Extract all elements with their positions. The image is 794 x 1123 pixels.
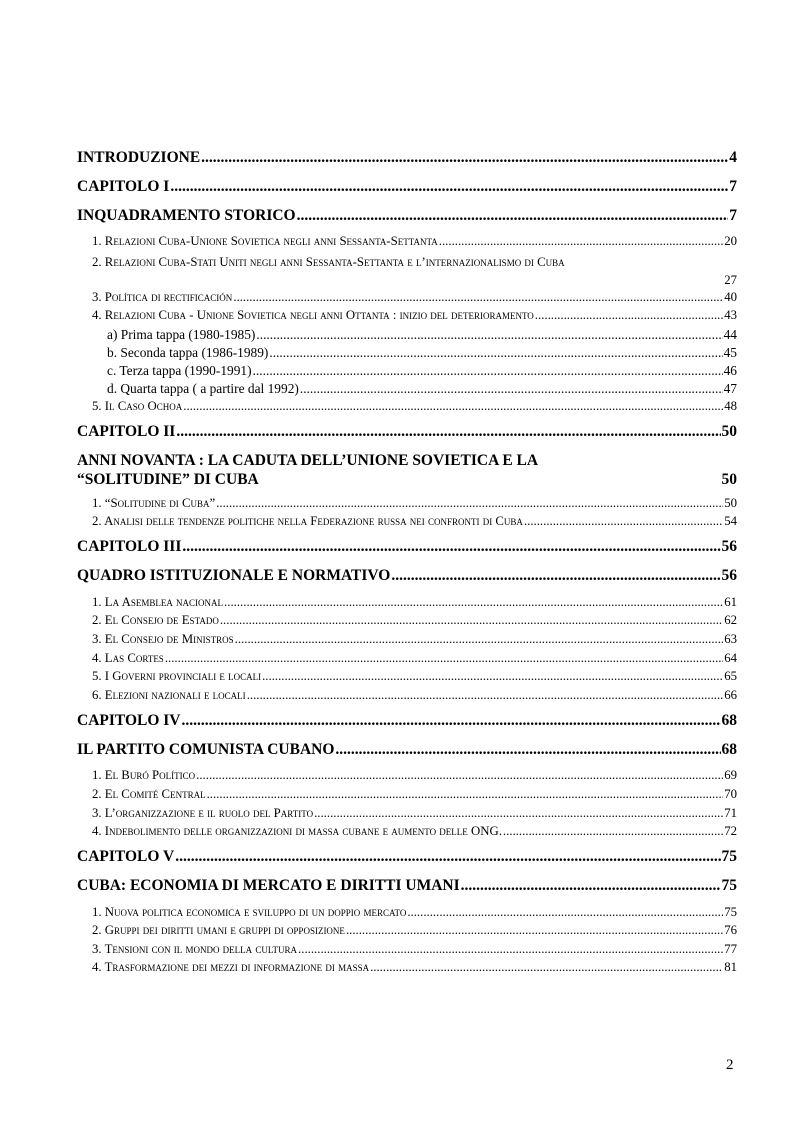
toc-page: 72 <box>724 824 737 839</box>
toc-title: 4. Indebolimento delle organizzazioni di massa cubane e aumento delle ONG. <box>92 824 502 839</box>
toc-title: INTRODUZIONE <box>77 148 201 166</box>
dot-leader <box>370 960 723 975</box>
dot-leader <box>335 741 720 759</box>
toc-title: 4. Trasformazione dei mezzi di informazione di massa <box>92 960 370 975</box>
dot-leader <box>297 207 729 225</box>
toc-page: 47 <box>723 380 737 396</box>
toc-page: 20 <box>724 234 737 248</box>
toc-title: CAPITOLO III <box>77 538 182 556</box>
toc-subentry[interactable] <box>77 363 737 381</box>
toc-page: 81 <box>724 960 737 975</box>
toc-title: 1. La Asemblea nacional <box>92 594 224 609</box>
dot-leader <box>207 787 724 802</box>
toc-page: 68 <box>721 711 737 729</box>
toc-page: 54 <box>724 514 737 529</box>
toc-title: 5. I Governi provinciali e locali <box>92 669 262 684</box>
toc-entry[interactable] <box>77 399 737 418</box>
toc-entry[interactable] <box>77 234 737 253</box>
toc-entry[interactable] <box>77 651 737 670</box>
toc-page: 66 <box>724 687 737 702</box>
toc-page: 44 <box>723 326 737 342</box>
dot-leader <box>269 345 722 361</box>
toc-title: 3. Tensioni con il mondo della cultura <box>92 941 298 956</box>
toc-page: 43 <box>724 308 737 323</box>
toc-title: b. Seconda tappa (1986-1989) <box>107 344 269 360</box>
toc-entry-capitolo-1[interactable] <box>77 172 737 201</box>
dot-leader <box>235 632 724 647</box>
dot-leader <box>201 149 728 167</box>
toc-title: 1. El Buró Político <box>92 768 196 783</box>
toc-page: 56 <box>721 538 737 556</box>
dot-leader <box>216 496 723 511</box>
toc-entry[interactable] <box>77 905 737 924</box>
toc-page: 61 <box>724 594 737 609</box>
toc-entry[interactable] <box>77 923 737 942</box>
toc-page: 50 <box>721 470 737 488</box>
dot-leader <box>439 234 723 249</box>
dot-leader <box>461 877 721 895</box>
toc-page: 56 <box>721 567 737 585</box>
toc-page: 27 <box>724 273 737 288</box>
toc-title: 3. Política di rectificación <box>92 289 233 304</box>
toc-entry[interactable] <box>77 253 737 290</box>
toc-entry-capitolo-2[interactable] <box>77 418 737 447</box>
toc-title: CAPITOLO IV <box>77 711 181 729</box>
toc-entry-capitolo-5[interactable] <box>77 843 737 872</box>
toc-title: 1. Relazioni Cuba-Unione Sovietica negli anni Sessanta-Settanta <box>92 234 438 248</box>
toc-entry[interactable] <box>77 514 737 533</box>
toc-entry-partito-comunista[interactable] <box>77 735 737 764</box>
dot-leader <box>256 327 722 343</box>
toc-title: 1. “Solitudine di Cuba” <box>92 495 216 510</box>
toc-title: ANNI NOVANTA : LA CADUTA DELL’UNIONE SOVIETICA E LA <box>77 451 539 469</box>
toc-title: CUBA: ECONOMIA DI MERCATO E DIRITTI UMANI <box>77 877 460 895</box>
dot-leader <box>346 923 723 938</box>
dot-leader <box>182 712 721 730</box>
toc-title: CAPITOLO V <box>77 848 175 866</box>
toc-page: 64 <box>724 650 737 665</box>
toc-page: 65 <box>724 669 737 684</box>
toc-entry[interactable] <box>77 290 737 309</box>
toc-title: QUADRO ISTITUZIONALE E NORMATIVO <box>77 567 391 585</box>
dot-leader <box>175 848 720 866</box>
toc-title: 6. Elezioni nazionali e locali <box>92 687 246 702</box>
toc-title: 2. El Comité Central <box>92 786 206 801</box>
dot-leader <box>300 381 723 397</box>
toc-page: 75 <box>721 877 737 895</box>
dot-leader <box>314 806 723 821</box>
toc-entry[interactable] <box>77 806 737 825</box>
toc-page: 70 <box>724 786 737 801</box>
dot-leader <box>196 768 723 783</box>
toc-title: 1. Nuova politica economica e sviluppo di un doppio mercato <box>92 904 407 919</box>
toc-entry[interactable] <box>77 688 737 707</box>
toc-entry[interactable] <box>77 942 737 961</box>
toc-page: 48 <box>724 398 737 413</box>
toc-title: 4. Relazioni Cuba - Unione Sovietica negli anni Ottanta : inizio del deterioramento <box>92 308 534 323</box>
dot-leader <box>176 423 720 441</box>
toc-entry[interactable] <box>77 669 737 688</box>
toc-title: 2. El Consejo de Estado <box>92 613 219 628</box>
toc-title: INQUADRAMENTO STORICO <box>77 206 296 224</box>
dot-leader <box>182 538 720 556</box>
toc-page: 75 <box>724 904 737 919</box>
toc-title: 4. Las Cortes <box>92 650 164 665</box>
toc-title: d. Quarta tappa ( a partire dal 1992) <box>107 380 299 396</box>
toc-page: 40 <box>724 289 737 304</box>
toc-page: 7 <box>729 177 737 195</box>
toc-title: 3. El Consejo de Ministros <box>92 631 234 646</box>
toc-entry-capitolo-3[interactable] <box>77 533 737 562</box>
toc-entry-anni-novanta[interactable] <box>77 447 737 492</box>
toc-title: CAPITOLO II <box>77 423 176 441</box>
dot-leader <box>220 613 723 628</box>
toc-entry[interactable] <box>77 613 737 632</box>
dot-leader <box>183 399 723 414</box>
toc-page: 62 <box>724 613 737 628</box>
toc-page: 7 <box>729 206 737 224</box>
toc-title: 2. Analisi delle tendenze politiche nella Federazione russa nei confronti di Cuba <box>92 514 523 529</box>
toc-page: 71 <box>724 805 737 820</box>
toc-entry-inquadramento-storico[interactable] <box>77 201 737 230</box>
toc-page: 4 <box>729 148 737 166</box>
toc-title: 5. Il Caso Ochoa <box>92 398 183 413</box>
page-number: 2 <box>726 1057 734 1073</box>
toc-page: 77 <box>724 941 737 956</box>
toc-page: 50 <box>721 423 737 441</box>
toc-entry[interactable] <box>77 595 737 614</box>
toc-page: 63 <box>724 631 737 646</box>
toc-subentry[interactable] <box>77 327 737 345</box>
toc-entry-quadro-istituzionale[interactable] <box>77 562 737 591</box>
table-of-contents <box>77 143 737 979</box>
toc-page: 75 <box>721 848 737 866</box>
toc-page: 76 <box>724 923 737 938</box>
toc-title: 2. Gruppi dei diritti umani e gruppi di opposizione <box>92 923 345 938</box>
toc-entry[interactable] <box>77 496 737 515</box>
toc-title: 2. Relazioni Cuba-Stati Uniti negli anni Sessanta-Settanta e l’internazionalismo di Cuba <box>92 254 565 269</box>
toc-title: 3. L’organizzazione e il ruolo del Partito <box>92 805 314 820</box>
toc-entry-introduzione[interactable] <box>77 143 737 172</box>
toc-title-cont: “SOLITUDINE” DI CUBA <box>77 470 259 488</box>
toc-page: 50 <box>724 495 737 510</box>
toc-entry[interactable] <box>77 632 737 651</box>
dot-leader <box>262 669 723 684</box>
dot-leader <box>253 363 723 379</box>
dot-leader <box>391 567 720 585</box>
dot-leader <box>298 942 723 957</box>
dot-leader <box>503 824 723 839</box>
toc-entry[interactable] <box>77 824 737 843</box>
toc-title: IL PARTITO COMUNISTA CUBANO <box>77 740 335 758</box>
toc-entry-capitolo-4[interactable] <box>77 706 737 735</box>
dot-leader <box>165 651 723 666</box>
toc-page: 46 <box>723 362 737 378</box>
toc-page: 68 <box>721 740 737 758</box>
toc-subentry[interactable] <box>77 381 737 399</box>
toc-entry-cuba-economia[interactable] <box>77 872 737 901</box>
toc-title: CAPITOLO I <box>77 177 170 195</box>
toc-page: 45 <box>723 344 737 360</box>
dot-leader <box>224 595 723 610</box>
dot-leader <box>524 514 723 529</box>
toc-page: 69 <box>724 768 737 783</box>
toc-title: c. Terza tappa (1990-1991) <box>107 362 252 378</box>
toc-entry[interactable] <box>77 768 737 787</box>
toc-entry[interactable] <box>77 960 737 979</box>
dot-leader <box>170 178 728 196</box>
toc-entry[interactable] <box>77 308 737 327</box>
toc-subentry[interactable] <box>77 345 737 363</box>
dot-leader <box>407 905 723 920</box>
dot-leader <box>233 290 723 305</box>
toc-title: a) Prima tappa (1980-1985) <box>107 326 256 342</box>
toc-entry[interactable] <box>77 787 737 806</box>
dot-leader <box>535 308 723 323</box>
dot-leader <box>247 688 724 703</box>
